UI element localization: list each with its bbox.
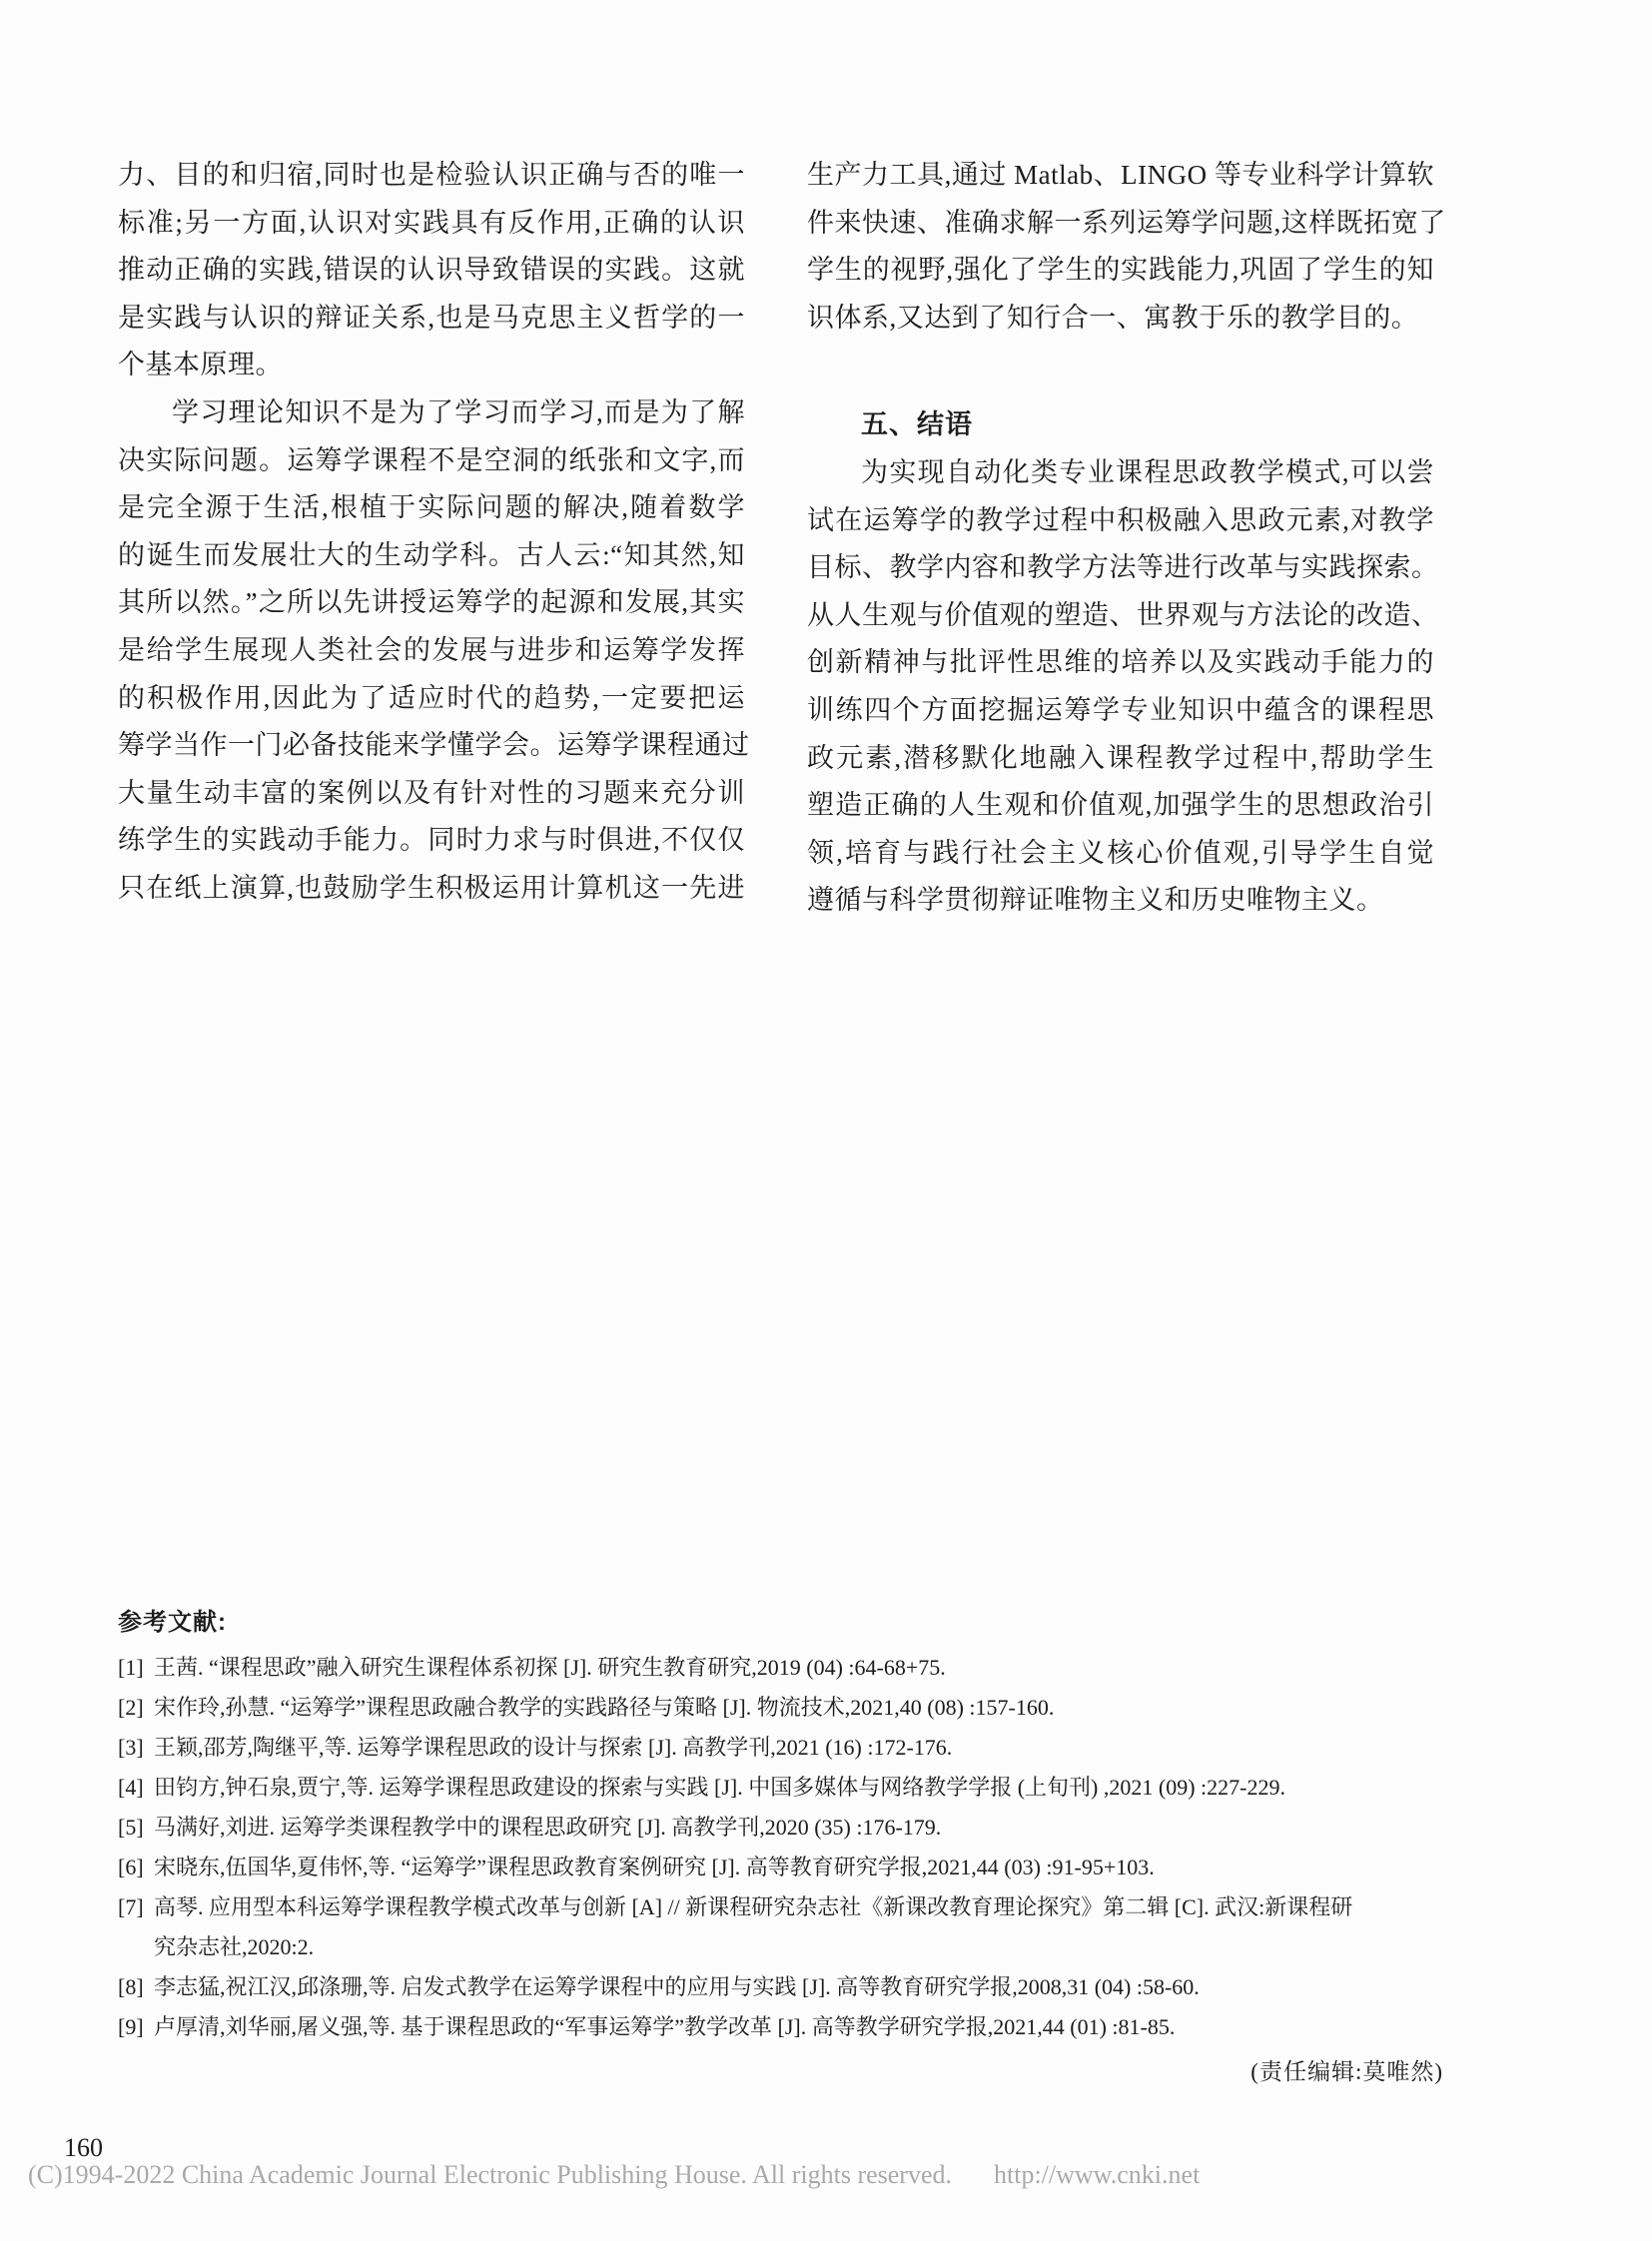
reference-text: 田钧方,钟石泉,贾宁,等. 运筹学课程思政建设的探索与实践 [J]. 中国多媒体与网络教学学报 (上旬刊) ,2021 (09) :227-229. bbox=[154, 1775, 1285, 1800]
text-line: 力、目的和归宿,同时也是检验认识正确与否的唯一 bbox=[118, 160, 745, 190]
text-line: 生产力工具,通过 Matlab、LINGO 等专业科学计算软 bbox=[807, 160, 1434, 190]
text-line: 塑造正确的人生观和价值观,加强学生的思想政治引 bbox=[807, 790, 1434, 821]
text-line: 为实现自动化类专业课程思政教学模式,可以尝 bbox=[861, 456, 1434, 487]
reference-text: 卢厚清,刘华丽,屠义强,等. 基于课程思政的“军事运筹学”教学改革 [J]. 高等教学研究学报,2021,44 (01) :81-85. bbox=[154, 2014, 1176, 2039]
paragraph bbox=[807, 449, 1439, 925]
reference-item bbox=[118, 1887, 1461, 1927]
right-column-bottom bbox=[807, 449, 1439, 925]
footer bbox=[28, 2160, 1200, 2190]
reference-text: 高琴. 应用型本科运筹学课程教学模式改革与创新 [A] // 新课程研究杂志社《新课改教育理论探究》第二辑 [C]. 武汉:新课程研 bbox=[154, 1894, 1353, 1919]
text-line: 创新精神与批评性思维的培养以及实践动手能力的 bbox=[807, 647, 1434, 678]
reference-number: [4] bbox=[118, 1775, 144, 1800]
text-line: 练学生的实践动手能力。同时力求与时俱进,不仅仅 bbox=[118, 825, 745, 856]
text-line: 识体系,又达到了知行合一、寓教于乐的教学目的。 bbox=[807, 302, 1419, 333]
text-line: 件来快速、准确求解一系列运筹学问题,这样既拓宽了 bbox=[807, 207, 1446, 238]
reference-text: 王茜. “课程思政”融入研究生课程体系初探 [J]. 研究生教育研究,2019 (04) :64-68+75. bbox=[154, 1655, 946, 1680]
text-line: 遵循与科学贯彻辩证唯物主义和历史唯物主义。 bbox=[807, 885, 1384, 916]
section-heading: 五、结语 bbox=[861, 409, 973, 440]
reference-number: [3] bbox=[118, 1735, 144, 1760]
reference-text-continued: 究杂志社,2020:2. bbox=[154, 1934, 315, 1959]
references-list bbox=[118, 1648, 1461, 2047]
text-line: 是完全源于生活,根植于实际问题的解决,随着数学 bbox=[118, 492, 745, 523]
footer-copyright: (C)1994-2022 China Academic Journal Electronic Publishing House. All rights reserved. bbox=[28, 2160, 952, 2189]
reference-number: [1] bbox=[118, 1655, 144, 1680]
reference-number: [6] bbox=[118, 1855, 144, 1879]
right-column-top bbox=[807, 152, 1446, 342]
reference-item bbox=[118, 1728, 1461, 1768]
text-line: 决实际问题。运筹学课程不是空洞的纸张和文字,而 bbox=[118, 444, 745, 475]
paragraph bbox=[807, 152, 1446, 342]
references-section bbox=[118, 1606, 1461, 2047]
references-title: 参考文献: bbox=[118, 1609, 227, 1636]
text-line: 大量生动丰富的案例以及有针对性的习题来充分训 bbox=[118, 777, 745, 808]
reference-item bbox=[118, 1967, 1461, 2007]
paragraph bbox=[118, 389, 750, 913]
text-line: 政元素,潜移默化地融入课程教学过程中,帮助学生 bbox=[807, 742, 1434, 773]
text-line: 其所以然。”之所以先讲授运筹学的起源和发展,其实 bbox=[118, 587, 745, 618]
paragraph bbox=[118, 152, 745, 389]
footer-url: http://www.cnki.net bbox=[994, 2160, 1201, 2189]
text-line: 目标、教学内容和教学方法等进行改革与实践探索。 bbox=[807, 552, 1439, 583]
text-line: 的诞生而发展壮大的生动学科。古人云:“知其然,知 bbox=[118, 539, 745, 570]
text-line: 领,培育与践行社会主义核心价值观,引导学生自觉 bbox=[807, 837, 1434, 868]
reference-text: 李志猛,祝江汉,邱涤珊,等. 启发式教学在运筹学课程中的应用与实践 [J]. 高等教育研究学报,2008,31 (04) :58-60. bbox=[154, 1974, 1200, 1999]
reference-item bbox=[118, 1648, 1461, 1688]
left-column bbox=[118, 152, 750, 913]
reference-text: 马满好,刘进. 运筹学类课程教学中的课程思政研究 [J]. 高教学刊,2020 (35) :176-179. bbox=[154, 1815, 942, 1840]
reference-number: [9] bbox=[118, 2014, 144, 2039]
page-number: 160 bbox=[64, 2133, 103, 2162]
text-line: 只在纸上演算,也鼓励学生积极运用计算机这一先进 bbox=[118, 872, 745, 903]
right-column bbox=[807, 152, 1446, 925]
text-line: 学习理论知识不是为了学习而学习,而是为了解 bbox=[172, 396, 745, 427]
reference-number: [5] bbox=[118, 1815, 144, 1840]
reference-number: [2] bbox=[118, 1695, 144, 1720]
reference-text: 宋作玲,孙慧. “运筹学”课程思政融合教学的实践路径与策略 [J]. 物流技术,2021,40 (08) :157-160. bbox=[154, 1695, 1055, 1720]
reference-item bbox=[118, 1808, 1461, 1848]
reference-item bbox=[118, 1688, 1461, 1728]
text-line: 个基本原理。 bbox=[118, 350, 283, 380]
reference-item bbox=[118, 2007, 1461, 2047]
reference-number: [7] bbox=[118, 1894, 144, 1919]
text-line: 学生的视野,强化了学生的实践能力,巩固了学生的知 bbox=[807, 255, 1434, 286]
editor-note: (责任编辑:莫唯然) bbox=[1250, 2059, 1443, 2084]
reference-number: [8] bbox=[118, 1974, 144, 1999]
reference-text: 王颖,邵芳,陶继平,等. 运筹学课程思政的设计与探索 [J]. 高教学刊,2021 (16) :172-176. bbox=[154, 1735, 953, 1760]
text-line: 推动正确的实践,错误的认识导致错误的实践。这就 bbox=[118, 255, 745, 286]
text-line: 的积极作用,因此为了适应时代的趋势,一定要把运 bbox=[118, 682, 745, 713]
text-line: 是给学生展现人类社会的发展与进步和运筹学发挥 bbox=[118, 634, 745, 665]
text-line: 试在运筹学的教学过程中积极融入思政元素,对教学 bbox=[807, 504, 1434, 535]
text-line: 从人生观与价值观的塑造、世界观与方法论的改造、 bbox=[807, 599, 1439, 630]
text-line: 标准;另一方面,认识对实践具有反作用,正确的认识 bbox=[118, 207, 745, 238]
text-line: 筹学当作一门必备技能来学懂学会。运筹学课程通过 bbox=[118, 730, 750, 761]
text-line: 训练四个方面挖掘运筹学专业知识中蕴含的课程思 bbox=[807, 694, 1434, 725]
reference-item bbox=[118, 1848, 1461, 1887]
text-line: 是实践与认识的辩证关系,也是马克思主义哲学的一 bbox=[118, 302, 745, 333]
reference-item bbox=[118, 1768, 1461, 1808]
reference-text: 宋晓东,伍国华,夏伟怀,等. “运筹学”课程思政教育案例研究 [J]. 高等教育研究学报,2021,44 (03) :91-95+103. bbox=[154, 1855, 1155, 1879]
